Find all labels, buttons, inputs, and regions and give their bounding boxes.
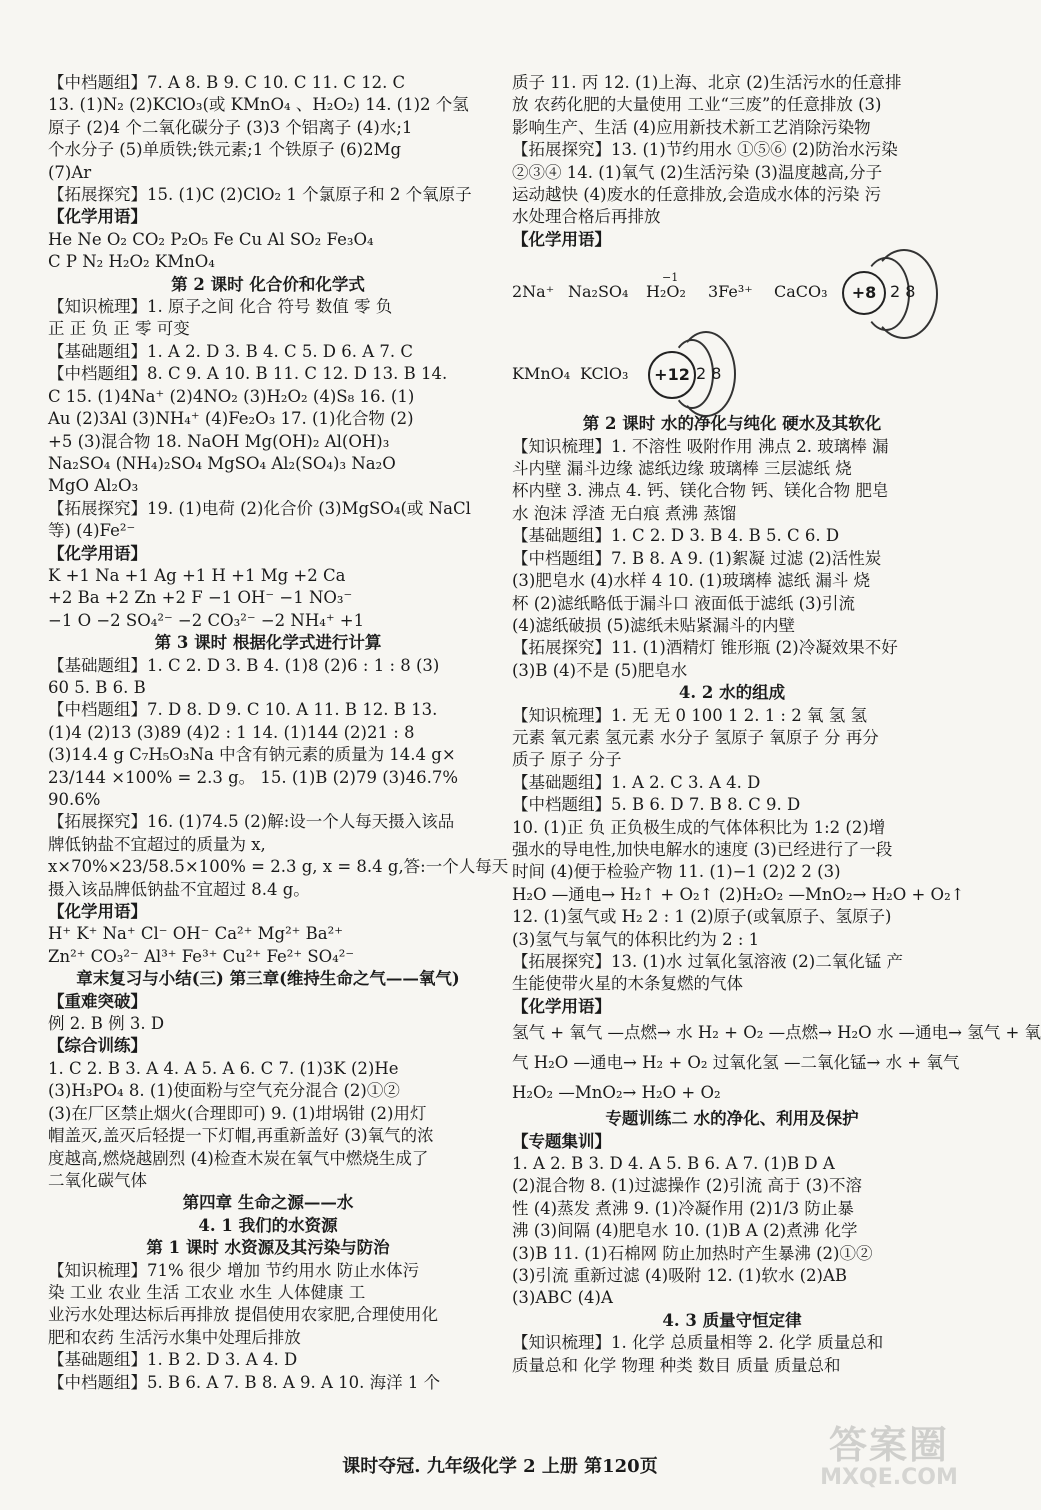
formula-h2o2: H₂O₂: [646, 282, 686, 302]
text-line: 斗内壁 漏斗边缘 滤纸边缘 玻璃棒 三层滤纸 烧: [512, 459, 852, 479]
equation-line: H₂O —通电→ H₂↑ + O₂↑ (2)H₂O₂ —MnO₂→ H₂O + O₂↑: [512, 884, 965, 904]
text-line: (3)H₃PO₄ 8. (1)使面粉与空气充分混合 (2)①②: [48, 1081, 400, 1101]
formula-kmno4: KMnO₄: [512, 364, 571, 384]
equation-line: H₂O₂ —MnO₂→ H₂O + O₂: [512, 1083, 721, 1103]
electron-counts: 2 8: [890, 282, 916, 302]
text-line: He Ne O₂ CO₂ P₂O₅ Fe Cu Al SO₂ Fe₃O₄: [48, 229, 374, 249]
text-line: 沸 (3)间隔 (4)肥皂水 10. (1)B A (2)煮沸 化学: [512, 1221, 858, 1241]
text-line: (2)混合物 8. (1)过滤操作 (2)引流 高于 (3)不溶: [512, 1176, 862, 1196]
text-line: 1. A 2. B 3. D 4. A 5. B 6. A 7. (1)B D A: [512, 1154, 835, 1174]
text-line: 【拓展探究】13. (1)节约用水 ①⑤⑥ (2)防治水污染: [512, 140, 898, 160]
electron-counts: 2 8: [696, 364, 722, 384]
text-line: 性 (4)蒸发 煮沸 9. (1)冷凝作用 (2)1/3 防止暴: [512, 1198, 854, 1218]
text-line: 时间 (4)便于检验产物 11. (1)−1 (2)2 2 (3): [512, 862, 841, 882]
text-line: K +1 Na +1 Ag +1 H +1 Mg +2 Ca: [48, 565, 346, 585]
text-line: 60 5. B 6. B: [48, 677, 146, 697]
formula-2na: 2Na⁺: [512, 282, 555, 302]
text-line: C 15. (1)4Na⁺ (2)4NO₂ (3)H₂O₂ (4)S₈ 16. (1): [48, 386, 415, 406]
right-column: [512, 72, 1041, 1377]
section-tag: 【化学用语】: [48, 543, 147, 563]
text-line: (3)氢气与氧气的体积比约为 2 : 1: [512, 929, 760, 949]
section-heading: 4. 1 我们的水资源: [198, 1215, 338, 1235]
text-line: 【基础题组】1. A 2. D 3. B 4. C 5. D 6. A 7. C: [48, 341, 414, 361]
text-line: 【拓展探究】16. (1)74.5 (2)解:设一个人每天摄入该品: [48, 812, 455, 832]
text-line: MgO Al₂O₃: [48, 476, 139, 496]
text-line: 业污水处理达标后再排放 提倡使用农家肥,合理使用化: [48, 1305, 438, 1325]
watermark-url: MXQE.COM: [820, 1465, 958, 1490]
watermark-text: 答案圈: [828, 1423, 949, 1467]
text-line: (3)肥皂水 (4)水样 4 10. (1)玻璃棒 滤纸 漏斗 烧: [512, 571, 871, 591]
text-line: 【中档题组】5. B 6. D 7. B 8. C 9. D: [512, 795, 801, 815]
text-line: x×70%×23/58.5×100% = 2.3 g, x = 8.4 g,答:一个人每天: [48, 857, 509, 877]
section-tag: 【化学用语】: [48, 902, 147, 922]
section-tag: 【化学用语】: [512, 229, 611, 249]
text-line: (7)Ar: [48, 162, 92, 182]
text-line: 【基础题组】1. C 2. D 3. B 4. (1)8 (2)6 : 1 : 8 (3): [48, 655, 440, 675]
lesson-heading: 第 1 课时 水资源及其污染与防治: [146, 1238, 390, 1258]
text-line: H⁺ K⁺ Na⁺ Cl⁻ OH⁻ Ca²⁺ Mg²⁺ Ba²⁺: [48, 924, 343, 944]
chemical-terms-row-1: [512, 251, 952, 337]
formula-caco3: CaCO₃: [774, 282, 828, 302]
lesson-heading: 第 2 课时 水的净化与纯化 硬水及其软化: [582, 414, 882, 434]
section-tag: 【重难突破】: [48, 991, 147, 1011]
text-line: 【拓展探究】15. (1)C (2)ClO₂ 1 个氯原子和 2 个氧原子: [48, 185, 472, 205]
text-line: 例 2. B 例 3. D: [48, 1014, 165, 1034]
text-line: 水处理合格后再排放: [512, 207, 661, 227]
text-line: Zn²⁺ CO₃²⁻ Al³⁺ Fe³⁺ Cu²⁺ Fe²⁺ SO₄²⁻: [48, 946, 355, 966]
section-tag: 【化学用语】: [48, 207, 147, 227]
nucleus-charge: +12: [654, 365, 690, 385]
formula-3fe: 3Fe³⁺: [708, 282, 753, 302]
text-line: 元素 氧元素 氢元素 水分子 氢原子 氧原子 分 再分: [512, 727, 879, 747]
text-line: C P N₂ H₂O₂ KMnO₄: [48, 252, 215, 272]
text-line: 放 农药化肥的大量使用 工业“三废”的任意排放 (3): [512, 95, 882, 115]
section-tag: 【专题集训】: [512, 1131, 611, 1151]
text-line: 影响生产、生活 (4)应用新技术新工艺消除污染物: [512, 117, 871, 137]
text-line: 染 工业 农业 生活 工农业 水生 人体健康 工: [48, 1282, 366, 1302]
text-line: 【基础题组】1. B 2. D 3. A 4. D: [48, 1350, 298, 1370]
text-line: 二氧化碳气体: [48, 1170, 147, 1190]
text-line: (4)滤纸破损 (5)滤纸未贴紧漏斗的内壁: [512, 615, 795, 635]
text-line: (3)引流 重新过滤 (4)吸附 12. (1)软水 (2)AB: [512, 1266, 847, 1286]
text-line: 质量总和 化学 物理 种类 数目 质量 质量总和: [512, 1355, 841, 1375]
left-column: [48, 72, 509, 1394]
text-line: 帽盖灭,盖灭后轻提一下灯帽,再重新盖好 (3)氧气的浓: [48, 1126, 434, 1146]
equation-line: 气 H₂O —通电→ H₂ + O₂ 过氧化氢 —二氧化锰→ 水 + 氧气: [512, 1053, 960, 1073]
formula-na2so4: Na₂SO₄: [568, 282, 629, 302]
text-line: Na₂SO₄ (NH₄)₂SO₄ MgSO₄ Al₂(SO₄)₃ Na₂O: [48, 453, 396, 473]
text-line: 水 泡沫 浮渣 无白痕 煮沸 蒸馏: [512, 503, 737, 523]
text-line: 【知识梳理】1. 化学 总质量相等 2. 化学 质量总和: [512, 1333, 884, 1353]
text-line: 肥和农药 生活污水集中处理后排放: [48, 1327, 301, 1347]
text-line: 牌低钠盐不宜超过的质量为 x,: [48, 834, 266, 854]
text-line: 【知识梳理】71% 很少 增加 节约用水 防止水体污: [48, 1260, 420, 1280]
valence-mark: −1: [662, 271, 679, 285]
text-line: 度越高,燃烧越剧烈 (4)检查木炭在氧气中燃烧生成了: [48, 1148, 429, 1168]
watermark-logo: [804, 1410, 974, 1490]
special-training-heading: 专题训练二 水的净化、利用及保护: [605, 1109, 859, 1129]
chemical-terms-row-2: [512, 337, 952, 413]
page-footer: 课时夺冠. 九年级化学 2 上册 第120页: [342, 1456, 658, 1477]
text-line: 运动越快 (4)废水的任意排放,会造成水体的污染 污: [512, 185, 882, 205]
text-line: 等) (4)Fe²⁻: [48, 521, 136, 541]
text-line: 12. (1)氢气或 H₂ 2 : 1 (2)原子(或氧原子、氢原子): [512, 907, 892, 927]
text-line: 个水分子 (5)单质铁;铁元素;1 个铁原子 (6)2Mg: [48, 140, 402, 160]
text-line: (1)4 (2)13 (3)89 (4)2 : 1 14. (1)144 (2)21 : 8: [48, 722, 415, 742]
text-line: 生能使带火星的木条复燃的气体: [512, 974, 743, 994]
text-line: (3)B (4)不是 (5)肥皂水: [512, 660, 688, 680]
text-line: 质子 11. 丙 12. (1)上海、北京 (2)生活污水的任意排: [512, 73, 902, 92]
text-line: 【中档题组】7. D 8. D 9. C 10. A 11. B 12. B 13.: [48, 700, 438, 720]
text-line: (3)14.4 g C₇H₅O₃Na 中含有钠元素的质量为 14.4 g×: [48, 745, 456, 765]
text-line: 强水的导电性,加快电解水的速度 (3)已经进行了一段: [512, 839, 893, 859]
lesson-heading: 第 3 课时 根据化学式进行计算: [154, 633, 382, 653]
text-line: 杯内壁 3. 沸点 4. 钙、镁化合物 钙、镁化合物 肥皂: [512, 481, 889, 501]
text-line: 质子 原子 分子: [512, 750, 622, 770]
text-line: 【拓展探究】11. (1)酒精灯 锥形瓶 (2)冷凝效果不好: [512, 638, 898, 658]
chapter-heading: 第四章 生命之源——水: [182, 1193, 354, 1213]
text-line: 【拓展探究】19. (1)电荷 (2)化合价 (3)MgSO₄(或 NaCl: [48, 498, 471, 518]
text-line: ②③④ 14. (1)氧气 (2)生活污染 (3)温度越高,分子: [512, 162, 883, 182]
text-line: 【中档题组】7. B 8. A 9. (1)絮凝 过滤 (2)活性炭: [512, 548, 882, 568]
text-line: 【拓展探究】13. (1)水 过氧化氢溶液 (2)二氧化锰 产: [512, 952, 903, 971]
text-line: +2 Ba +2 Zn +2 F −1 OH⁻ −1 NO₃⁻: [48, 588, 353, 608]
text-line: 杯 (2)滤纸略低于漏斗口 液面低于滤纸 (3)引流: [512, 593, 855, 613]
section-heading: 4. 2 水的组成: [678, 683, 786, 703]
equation-line: 氢气 + 氧气 —点燃→ 水 H₂ + O₂ —点燃→ H₂O 水 —通电→ 氢气 + 氧: [512, 1023, 1041, 1043]
text-line: 【基础题组】1. C 2. D 3. B 4. B 5. C 6. D: [512, 526, 840, 546]
text-line: (3)ABC (4)A: [512, 1288, 613, 1308]
formula-kclo3: KClO₃: [580, 364, 629, 384]
section-tag: 【化学用语】: [512, 996, 611, 1016]
text-line: −1 O −2 SO₄²⁻ −2 CO₃²⁻ −2 NH₄⁺ +1: [48, 610, 365, 630]
section-tag: 【综合训练】: [48, 1036, 147, 1056]
text-line: 【中档题组】7. A 8. B 9. C 10. C 11. C 12. C: [48, 73, 406, 92]
text-line: 【知识梳理】1. 无 无 0 100 1 2. 1 : 2 氧 氢 氢: [512, 705, 867, 725]
text-line: 1. C 2. B 3. A 4. A 5. A 6. C 7. (1)3K (2)He: [48, 1058, 399, 1078]
text-line: 23/144 ×100% = 2.3 g。 15. (1)B (2)79 (3)46.7%: [48, 767, 459, 787]
text-line: 摄入该品牌低钠盐不宜超过 8.4 g。: [48, 879, 310, 899]
text-line: (3)在厂区禁止烟火(合理即可) 9. (1)坩埚钳 (2)用灯: [48, 1103, 427, 1123]
text-line: (3)B 11. (1)石棉网 防止加热时产生暴沸 (2)①②: [512, 1243, 873, 1263]
text-line: 13. (1)N₂ (2)KClO₃(或 KMnO₄ 、H₂O₂) 14. (1)2 个氢: [48, 95, 469, 115]
text-line: 90.6%: [48, 790, 101, 809]
text-line: 正 正 负 正 零 可变: [48, 319, 190, 339]
text-line: +5 (3)混合物 18. NaOH Mg(OH)₂ Al(OH)₃: [48, 431, 390, 451]
text-line: Au (2)3Al (3)NH₄⁺ (4)Fe₂O₃ 17. (1)化合物 (2): [48, 409, 414, 429]
chapter-review-heading: 章末复习与小结(三) 第三章(维持生命之气——氧气): [76, 969, 460, 989]
lesson-heading: 第 2 课时 化合价和化学式: [171, 274, 365, 294]
section-heading: 4. 3 质量守恒定律: [662, 1310, 802, 1330]
text-line: 【基础题组】1. A 2. C 3. A 4. D: [512, 772, 761, 792]
nucleus-charge: +8: [851, 283, 877, 303]
text-line: 原子 (2)4 个二氧化碳分子 (3)3 个铝离子 (4)水;1: [48, 117, 413, 137]
text-line: 【知识梳理】1. 不溶性 吸附作用 沸点 2. 玻璃棒 漏: [512, 436, 889, 456]
text-line: 10. (1)正 负 正负极生成的气体体积比为 1:2 (2)增: [512, 817, 886, 837]
text-line: 【中档题组】8. C 9. A 10. B 11. C 12. D 13. B 14.: [48, 364, 448, 384]
text-line: 【中档题组】5. B 6. A 7. B 8. A 9. A 10. 海洋 1 个: [48, 1372, 441, 1392]
text-line: 【知识梳理】1. 原子之间 化合 符号 数值 零 负: [48, 297, 393, 317]
